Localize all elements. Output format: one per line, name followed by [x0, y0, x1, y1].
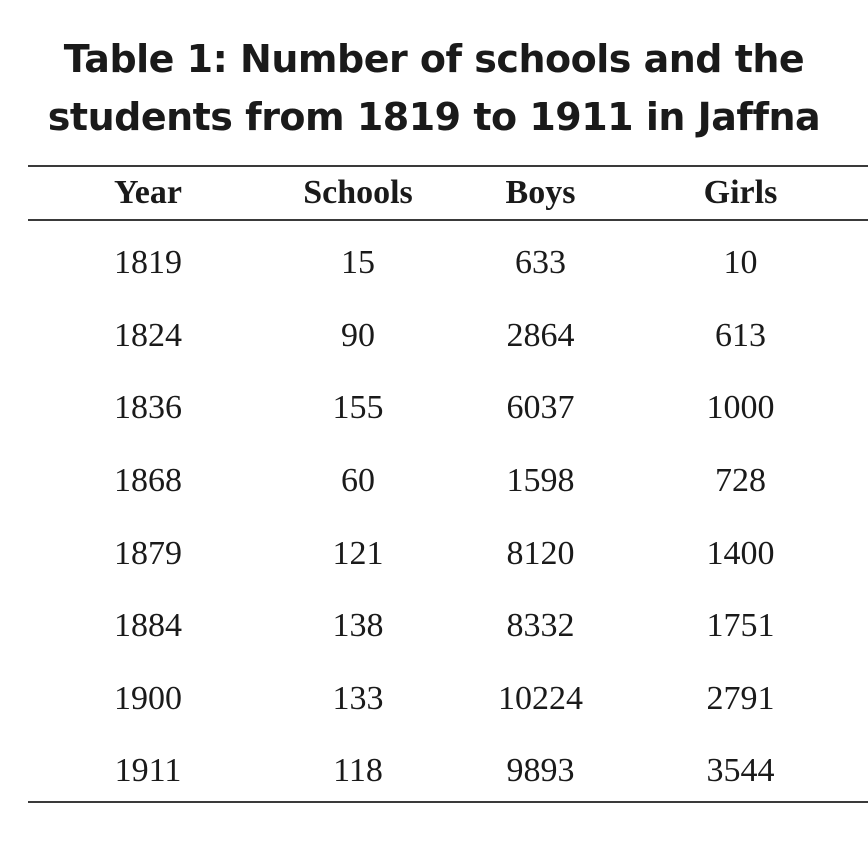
- table-row: [28, 300, 868, 373]
- cell-schools: 15: [341, 244, 375, 282]
- cell-boys: 8120: [506, 534, 575, 572]
- table-header-row: [28, 167, 868, 219]
- cell-schools: 118: [333, 752, 383, 790]
- cell-boys: 2864: [506, 316, 575, 354]
- table-caption-line-1: Table 1: Number of schools and the: [63, 37, 805, 81]
- cell-year: 1824: [114, 316, 182, 354]
- cell-girls: 1751: [706, 607, 775, 645]
- cell-year: 1836: [114, 389, 182, 427]
- cell-year: 1911: [114, 752, 182, 790]
- column-header-year: Year: [114, 174, 182, 211]
- cell-girls: 613: [715, 316, 766, 354]
- cell-boys: 8332: [506, 607, 575, 645]
- table-row: [28, 227, 868, 300]
- cell-girls: 728: [715, 462, 766, 500]
- table-row: [28, 517, 868, 590]
- table-row: [28, 663, 868, 736]
- column-header-schools: Schools: [303, 174, 413, 211]
- cell-boys: 633: [515, 244, 566, 282]
- cell-girls: 3544: [706, 752, 775, 790]
- cell-boys: 1598: [506, 462, 575, 500]
- cell-year: 1884: [114, 607, 182, 645]
- cell-schools: 60: [341, 462, 375, 500]
- table-row: [28, 372, 868, 445]
- table-row: [28, 445, 868, 518]
- cell-schools: 138: [332, 607, 384, 645]
- cell-schools: 133: [332, 679, 384, 717]
- cell-girls: 1000: [706, 389, 775, 427]
- cell-boys: 9893: [506, 752, 575, 790]
- cell-schools: 90: [341, 316, 375, 354]
- cell-schools: 121: [332, 534, 384, 572]
- cell-year: 1819: [114, 244, 182, 282]
- cell-girls: 1400: [706, 534, 775, 572]
- cell-girls: 2791: [706, 679, 775, 717]
- table-caption-line-2: students from 1819 to 1911 in Jaffna: [47, 95, 821, 139]
- table-caption: [0, 30, 868, 146]
- cell-boys: 10224: [498, 679, 583, 717]
- cell-boys: 6037: [506, 389, 575, 427]
- column-header-girls: Girls: [703, 174, 778, 211]
- column-header-boys: Boys: [505, 174, 576, 211]
- table-row: [28, 590, 868, 663]
- cell-schools: 155: [332, 389, 384, 427]
- cell-year: 1900: [114, 679, 182, 717]
- table-header-rule: [28, 219, 868, 221]
- cell-year: 1879: [114, 534, 182, 572]
- cell-year: 1868: [114, 462, 182, 500]
- table-row: [28, 735, 868, 808]
- cell-girls: 10: [723, 244, 758, 282]
- table-body: [28, 227, 868, 808]
